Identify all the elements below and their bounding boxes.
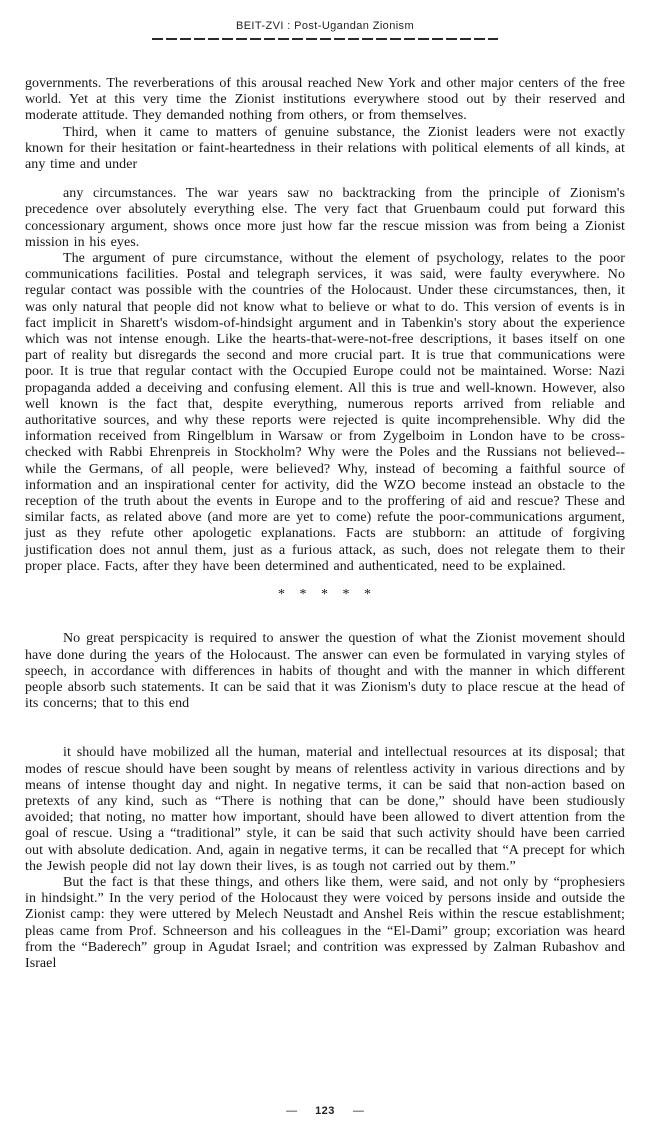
paragraph: Third, when it came to matters of genuine substance, the Zionist leaders were not exactly known for their hesitation or faint-heartedness in their relations with political elements of all kinds, at any time and under — [25, 124, 625, 173]
page-body — [25, 76, 625, 972]
header-divider-rule — [152, 38, 498, 40]
page-footer — [25, 1105, 625, 1117]
paragraph: No great perspicacity is required to answer the question of what the Zionist movement should have done during the years of the Holocaust. The answer can even be formulated in varying styles of speech, in accordance with differences in habits of thought and with the manner in which different people absorb such statements. It can be said that it was Zionism's duty to place rescue at the head of its concerns; that to this end — [25, 631, 625, 712]
paragraph: governments. The reverberations of this arousal reached New York and other major centers of the free world. Yet at this very time the Zionist institutions everywhere stood out by their reserved and moderate attitude. They demanded nothing from others, or from themselves. — [25, 76, 625, 124]
page-number: 123 — [315, 1105, 335, 1117]
footer-dash-right: — — [352, 1105, 364, 1117]
running-title: BEIT-ZVI : Post-Ugandan Zionism — [235, 20, 415, 32]
paragraph: But the fact is that these things, and others like them, were said, and not only by “prophesiers in hindsight.” In the very period of the Holocaust they were voiced by persons inside and outside the Zionist camp: they were uttered by Melech Neustadt and Anshel Reis within the rescue establishment; pleas came from Prof. Schneerson and his colleagues in the “El-Dami” group; excoriation was heard from the “Baderech” group in Agudat Israel; and contrition was expressed by Zalman Rubashov and Israel — [25, 874, 625, 971]
paragraph: any circumstances. The war years saw no backtracking from the principle of Zionism's precedence over absolutely everything else. The very fact that Gruenbaum could put forward this concessionary argument, shows once more just how far the rescue mission was from being a Zionist mission in his eyes. — [25, 186, 625, 250]
page-header — [25, 20, 625, 40]
section-separator: * * * * * — [278, 587, 372, 603]
paragraph: it should have mobilized all the human, material and intellectual resources at its disposal; that modes of rescue should have been sought by means of relentless activity in various directions and by means of intense thought day and night. In negative terms, it can be said that non-action based on pretexts of any kind, such as “There is nothing that can be done,” should have been studiously avoided; that noting, no matter how important, should have been allowed to divert attention from the goal of rescue. Using a “traditional” style, it can be said that such activity should have been carried out with absolute dedication. And, again in negative terms, it can be recalled that “A precept for which the Jewish people did not lay down their lives, is as tough not carried out by them.” — [25, 745, 625, 874]
footer-dash-left: — — [286, 1105, 298, 1117]
paragraph: The argument of pure circumstance, without the element of psychology, relates to the poor communications facilities. Postal and telegraph services, it was said, were faulty everywhere. No regular contact was possible with the countries of the Holocaust. Under these circumstances, then, it was only natural that people did not know what to believe or what to do. This version of events is in fact implicit in Sharett's wisdom-of-hindsight argument and in Tabenkin's story about the experience which was not intense enough. Like the hearts-that-were-not-free descriptions, it bases itself on one part of reality but disregards the second and more crucial part. It is true that communications were poor. It is true that regular contact with the Occupied Europe could not be maintained. Worse: Nazi propaganda added a deceiving and confusing element. All this is true and well-known. However, also well known is the fact that, despite everything, numerous reports arrived from reliable and authoritative sources, and why these reports were rejected is quite incomprehensible. Why did the information received from Ringelblum in Warsaw or from Zygelboim in London have to be cross-checked with Rabbi Ehrenpreis in Stockholm? Why were the Poles and the Russians not believed--while the Germans, of all people, were believed? Why, instead of becoming a faithful source of information and an inspirational center for activity, did the WZO become instead an obstacle to the reception of the truth about the events in Europe and to the proffering of aid and rescue? These and similar facts, as related above (and more are yet to come) refute the poor-communications argument, just as they refute other apologetic explanations. Facts are stubborn: an attitude of forgiving justification does not annul them, just as a furious attack, as such, does not relegate them to their proper place. Facts, after they have been determined and authenticated, need to be explained. — [25, 251, 625, 574]
